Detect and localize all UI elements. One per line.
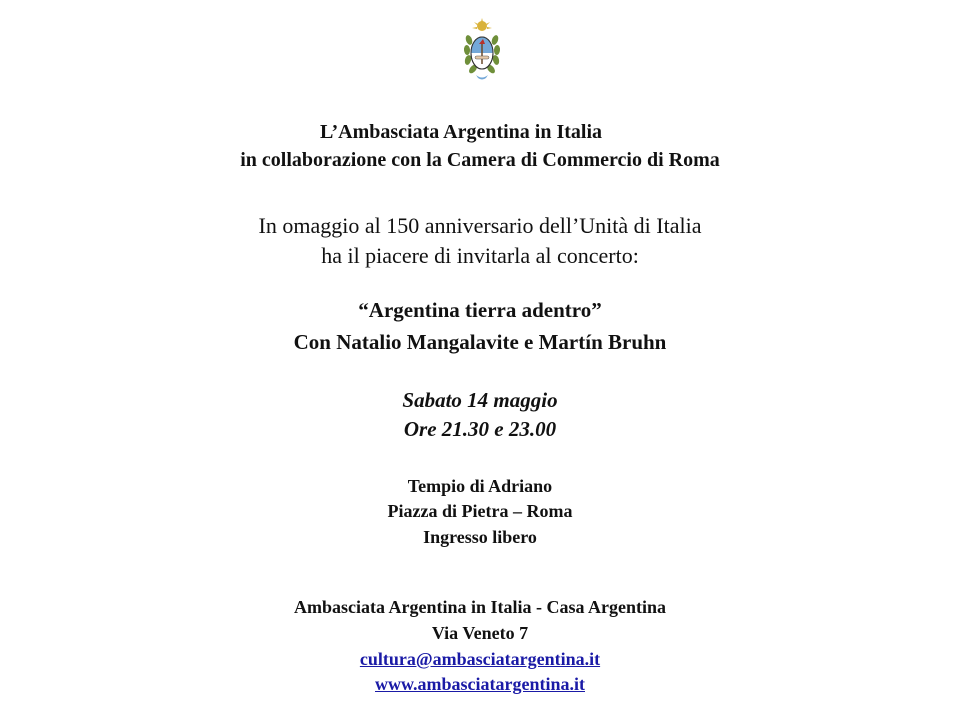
org-heading: L’Ambasciata Argentina in Italia: [319, 121, 603, 143]
venue-name: Tempio di Adriano: [407, 476, 553, 496]
contact-email-link[interactable]: cultura@ambasciatargentina.it: [359, 649, 601, 669]
contact-email-container: [0, 650, 960, 668]
event-date: Sabato 14 maggio: [402, 388, 558, 412]
sun-icon: [472, 18, 492, 31]
coat-of-arms-icon: [462, 18, 502, 82]
event-times: Ore 21.30 e 23.00: [403, 417, 557, 441]
ribbon-icon: [476, 75, 488, 80]
admission-note: Ingresso libero: [423, 527, 537, 547]
venue-address: Piazza di Pietra – Roma: [387, 501, 573, 521]
contact-address: Via Veneto 7: [431, 623, 529, 643]
intro-line-2: ha il piacere di invitarla al concerto:: [321, 243, 639, 268]
contact-website-link[interactable]: www.ambasciatargentina.it: [375, 674, 585, 694]
shield-icon: [471, 37, 493, 69]
intro-line-1: In omaggio al 150 anniversario dell’Unità di Italia: [258, 213, 702, 238]
collaboration-line: in collaborazione con la Camera di Commercio di Roma: [240, 149, 720, 171]
contact-website-container: [0, 675, 960, 693]
concert-title: “Argentina tierra adentro”: [358, 298, 602, 322]
contact-organization: Ambasciata Argentina in Italia - Casa Argentina: [293, 597, 666, 617]
concert-performers: Con Natalio Mangalavite e Martín Bruhn: [293, 330, 667, 354]
